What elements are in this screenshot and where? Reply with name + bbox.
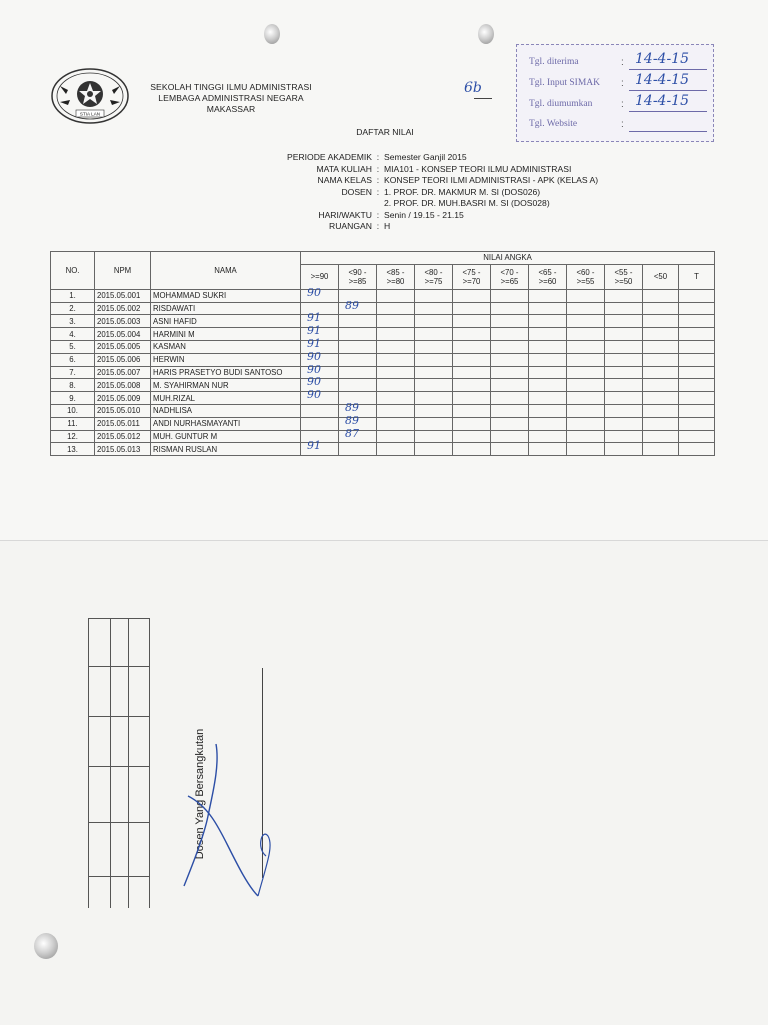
cell-empty	[605, 430, 643, 443]
cell-empty	[643, 392, 679, 405]
grades-table	[50, 251, 715, 456]
document-title: DAFTAR NILAI	[356, 127, 414, 137]
meta-row	[240, 221, 598, 233]
grades-body	[51, 285, 715, 455]
range-header-upper: <65 -	[538, 267, 557, 277]
cell-empty	[679, 366, 715, 379]
cell-nama: MOHAMMAD SUKRI	[151, 289, 301, 302]
cell-empty	[415, 379, 453, 392]
range-header-lower: >=50	[614, 276, 633, 286]
range-header-lower: >=70	[462, 276, 481, 286]
meta-label: RUANGAN	[329, 221, 372, 231]
cell-npm: 2015.05.006	[95, 353, 151, 366]
cell-empty	[567, 417, 605, 430]
handwritten-grade: 89	[345, 298, 359, 312]
cell-empty	[529, 379, 567, 392]
table-row	[51, 289, 715, 302]
cell-no: 13.	[51, 443, 95, 456]
cell-empty	[491, 366, 529, 379]
cell-empty	[567, 353, 605, 366]
meta-value: Semester Ganjil 2015	[384, 152, 467, 162]
table-row	[51, 366, 715, 379]
cell-empty	[453, 366, 491, 379]
cell-empty	[605, 443, 643, 456]
header-nilai-angka: NILAI ANGKA	[301, 252, 715, 265]
meta-value: 2. PROF. DR. MUH.BASRI M. SI (DOS028)	[384, 198, 550, 208]
cell-empty	[339, 443, 377, 456]
handwritten-grade: 90	[307, 388, 321, 402]
logo-text: STIA LAN	[79, 111, 101, 117]
cell-npm: 2015.05.012	[95, 430, 151, 443]
range-header-upper: <85 -	[386, 267, 405, 277]
table-row	[51, 315, 715, 328]
header-no: NO.	[51, 252, 95, 290]
cell-empty	[415, 302, 453, 315]
punch-hole	[478, 24, 494, 44]
meta-row	[240, 164, 598, 176]
meta-label: DOSEN	[341, 186, 372, 197]
stamp-line	[629, 69, 707, 70]
cell-nama: NADHLISA	[151, 404, 301, 417]
table-row	[51, 302, 715, 315]
cell-no: 6.	[51, 353, 95, 366]
cell-empty	[529, 366, 567, 379]
range-header	[453, 264, 491, 289]
table-row	[51, 379, 715, 392]
cell-empty	[643, 302, 679, 315]
institution-logo	[48, 66, 132, 126]
cell-empty	[529, 430, 567, 443]
meta-colon: :	[376, 163, 380, 174]
cell-nama: KASMAN	[151, 340, 301, 353]
cell-no: 11.	[51, 417, 95, 430]
cell-empty	[529, 353, 567, 366]
cell-no: 4.	[51, 328, 95, 341]
cell-empty	[377, 379, 415, 392]
cell-empty	[453, 353, 491, 366]
handwritten-grade: 91	[307, 311, 321, 325]
cell-empty	[529, 302, 567, 315]
cell-empty	[491, 404, 529, 417]
institution-line: SEKOLAH TINGGI ILMU ADMINISTRASI	[150, 82, 312, 92]
meta-colon	[372, 198, 384, 210]
table-row	[51, 392, 715, 405]
cell-empty	[605, 417, 643, 430]
cell-no: 10.	[51, 404, 95, 417]
stamp-label: Tgl. diterima	[529, 57, 579, 67]
cell-empty	[491, 315, 529, 328]
cell-empty	[679, 353, 715, 366]
cell-empty	[567, 366, 605, 379]
cell-nama: HARIS PRASETYO BUDI SANTOSO	[151, 366, 301, 379]
cell-empty	[679, 417, 715, 430]
cell-no: 2.	[51, 302, 95, 315]
meta-colon: :	[376, 186, 380, 197]
cell-grade	[339, 298, 377, 315]
meta-label: HARI/WAKTU	[318, 209, 372, 220]
cell-empty	[529, 340, 567, 353]
table-row	[51, 443, 715, 456]
cell-empty	[453, 392, 491, 405]
cell-empty	[643, 379, 679, 392]
handwritten-grade: 90	[307, 375, 321, 389]
cell-npm: 2015.05.008	[95, 379, 151, 392]
cell-empty	[529, 443, 567, 456]
stamp-label: Tgl. Input SIMAK	[529, 78, 600, 88]
range-header: T	[679, 264, 715, 289]
cell-nama: M. SYAHIRMAN NUR	[151, 379, 301, 392]
cell-empty	[529, 289, 567, 302]
cell-empty	[301, 404, 339, 417]
meta-colon: :	[376, 209, 380, 220]
cell-empty	[491, 443, 529, 456]
cell-npm: 2015.05.004	[95, 328, 151, 341]
cell-no: 7.	[51, 366, 95, 379]
cell-empty	[679, 340, 715, 353]
cell-empty	[529, 417, 567, 430]
cell-empty	[415, 430, 453, 443]
cell-nama: RISMAN RUSLAN	[151, 443, 301, 456]
cell-empty	[453, 315, 491, 328]
cell-empty	[453, 417, 491, 430]
cell-empty	[643, 366, 679, 379]
cell-empty	[339, 379, 377, 392]
cell-grade	[301, 439, 339, 456]
range-header-upper: <80 -	[424, 267, 443, 277]
cell-empty	[377, 328, 415, 341]
range-header	[567, 264, 605, 289]
cell-empty	[679, 392, 715, 405]
range-header-upper: <70 -	[500, 267, 519, 277]
cell-empty	[679, 289, 715, 302]
range-header: <50	[643, 264, 679, 289]
cell-empty	[415, 392, 453, 405]
cell-empty	[415, 289, 453, 302]
cell-nama: RISDAWATI	[151, 302, 301, 315]
cell-empty	[415, 328, 453, 341]
cell-empty	[491, 353, 529, 366]
cell-empty	[679, 379, 715, 392]
cell-empty	[567, 302, 605, 315]
cell-nama: ANDI NURHASMAYANTI	[151, 417, 301, 430]
range-header-lower: >=75	[424, 276, 443, 286]
handwritten-grade: 90	[307, 285, 321, 299]
range-header-upper: <90 -	[348, 267, 367, 277]
range-header-lower: >=55	[576, 276, 595, 286]
cell-empty	[377, 417, 415, 430]
cell-empty	[529, 392, 567, 405]
meta-value: MIA101 - KONSEP TEORI ILMU ADMINISTRASI	[384, 163, 572, 174]
range-header	[491, 264, 529, 289]
cell-empty	[679, 430, 715, 443]
cell-empty	[415, 417, 453, 430]
table-row	[51, 430, 715, 443]
cell-empty	[491, 302, 529, 315]
table-row	[51, 328, 715, 341]
meta-label: PERIODE AKADEMIK	[286, 152, 372, 162]
cell-empty	[679, 302, 715, 315]
cell-npm: 2015.05.007	[95, 366, 151, 379]
cell-empty	[643, 443, 679, 456]
cell-empty	[567, 315, 605, 328]
cell-empty	[339, 353, 377, 366]
cell-empty	[415, 315, 453, 328]
meta-colon: :	[376, 175, 380, 185]
cell-empty	[605, 315, 643, 328]
cell-empty	[377, 404, 415, 417]
range-header	[605, 264, 643, 289]
cell-empty	[567, 379, 605, 392]
cell-empty	[453, 289, 491, 302]
cell-empty	[301, 417, 339, 430]
cell-empty	[679, 443, 715, 456]
cell-nama: ASNI HAFID	[151, 315, 301, 328]
cell-empty	[605, 392, 643, 405]
range-header	[415, 264, 453, 289]
range-header	[377, 264, 415, 289]
cell-empty	[643, 404, 679, 417]
cell-empty	[377, 353, 415, 366]
cell-empty	[415, 443, 453, 456]
cell-npm: 2015.05.009	[95, 392, 151, 405]
cell-empty	[377, 340, 415, 353]
range-header-lower: >=60	[538, 276, 557, 286]
cell-grade	[301, 388, 339, 405]
meta-label: NAMA KELAS	[317, 175, 372, 185]
cell-npm: 2015.05.002	[95, 302, 151, 315]
cell-empty	[643, 430, 679, 443]
punch-hole	[264, 24, 280, 44]
cell-empty	[567, 430, 605, 443]
cell-empty	[567, 289, 605, 302]
cell-empty	[377, 392, 415, 405]
handwritten-grade: 91	[307, 336, 321, 350]
cell-empty	[643, 340, 679, 353]
cell-no: 9.	[51, 392, 95, 405]
meta-colon: :	[376, 221, 380, 231]
cell-empty	[415, 404, 453, 417]
meta-label: MATA KULIAH	[316, 163, 372, 174]
cell-empty	[491, 379, 529, 392]
cell-no: 1.	[51, 289, 95, 302]
cell-empty	[377, 302, 415, 315]
meta-value: KONSEP TEORI ILMI ADMINISTRASI - APK (KELAS A)	[384, 175, 599, 185]
handwritten-initials: 6b	[464, 80, 482, 96]
cell-empty	[415, 353, 453, 366]
handwritten-signature	[178, 736, 288, 906]
stamp-line	[629, 131, 707, 132]
range-header-lower: >=65	[500, 276, 519, 286]
table-row	[51, 353, 715, 366]
cell-empty	[491, 340, 529, 353]
cell-empty	[339, 340, 377, 353]
cell-empty	[491, 328, 529, 341]
cell-no: 12.	[51, 430, 95, 443]
initials-underline	[474, 98, 492, 99]
handwritten-grade: 89	[345, 400, 359, 414]
range-header-lower: >=85	[348, 276, 367, 286]
meta-row	[240, 198, 598, 210]
cell-empty	[453, 328, 491, 341]
blank-table-fragment	[88, 618, 150, 908]
cell-nama: HERWIN	[151, 353, 301, 366]
cell-empty	[567, 340, 605, 353]
cell-empty	[605, 353, 643, 366]
cell-npm: 2015.05.001	[95, 289, 151, 302]
cell-empty	[605, 366, 643, 379]
cell-empty	[643, 289, 679, 302]
stamp-handwritten-date: 14-4-15	[635, 93, 689, 109]
cell-empty	[679, 328, 715, 341]
meta-row	[240, 152, 598, 164]
cell-empty	[377, 443, 415, 456]
stamp-colon: :	[621, 78, 624, 89]
cell-empty	[567, 392, 605, 405]
cell-empty	[605, 404, 643, 417]
cell-empty	[605, 328, 643, 341]
cell-empty	[453, 404, 491, 417]
header-nama: NAMA	[151, 252, 301, 290]
course-details	[240, 152, 598, 233]
cell-npm: 2015.05.005	[95, 340, 151, 353]
cell-npm: 2015.05.011	[95, 417, 151, 430]
cell-empty	[529, 315, 567, 328]
meta-value: Senin / 19.15 - 21.15	[384, 209, 464, 220]
handwritten-grade: 90	[307, 349, 321, 363]
range-header: >=90	[301, 264, 339, 289]
cell-empty	[415, 366, 453, 379]
cell-no: 5.	[51, 340, 95, 353]
header-npm: NPM	[95, 252, 151, 290]
receipt-stamp	[516, 44, 714, 142]
handwritten-grade: 91	[307, 439, 321, 453]
cell-empty	[453, 443, 491, 456]
cell-empty	[529, 328, 567, 341]
stamp-colon: :	[621, 119, 624, 130]
cell-grade	[339, 426, 377, 443]
cell-empty	[339, 328, 377, 341]
cell-nama: MUH.RIZAL	[151, 392, 301, 405]
table-row	[51, 417, 715, 430]
meta-label	[240, 198, 372, 210]
cell-empty	[605, 302, 643, 315]
cell-no: 3.	[51, 315, 95, 328]
meta-row	[240, 175, 598, 187]
meta-value: H	[384, 221, 391, 231]
stamp-handwritten-date: 14-4-15	[635, 51, 689, 67]
table-row	[51, 340, 715, 353]
table-row	[51, 404, 715, 417]
cell-empty	[491, 430, 529, 443]
stamp-line	[629, 111, 707, 112]
cell-empty	[643, 417, 679, 430]
cell-empty	[567, 443, 605, 456]
range-header	[339, 264, 377, 289]
cell-empty	[643, 353, 679, 366]
stamp-label: Tgl. diumumkan	[529, 99, 593, 109]
institution-name	[146, 82, 316, 115]
cell-empty	[491, 417, 529, 430]
meta-colon: :	[376, 152, 380, 162]
cell-empty	[377, 366, 415, 379]
stamp-colon: :	[621, 57, 624, 68]
range-header-lower: >=80	[386, 276, 405, 286]
cell-empty	[643, 328, 679, 341]
meta-row	[240, 210, 598, 222]
cell-empty	[491, 392, 529, 405]
cell-empty	[567, 328, 605, 341]
cell-nama: HARMINI M	[151, 328, 301, 341]
cell-empty	[339, 315, 377, 328]
cell-empty	[491, 289, 529, 302]
cell-empty	[605, 379, 643, 392]
cell-empty	[643, 315, 679, 328]
range-header	[529, 264, 567, 289]
institution-line: LEMBAGA ADMINISTRASI NEGARA	[158, 93, 304, 103]
stamp-line	[629, 90, 707, 91]
cell-empty	[605, 340, 643, 353]
handwritten-grade: 87	[345, 426, 359, 440]
institution-line: MAKASSAR	[206, 104, 256, 114]
cell-empty	[377, 430, 415, 443]
cell-empty	[377, 315, 415, 328]
cell-empty	[453, 379, 491, 392]
signature-label: Dosen Yang Bersangkutan	[194, 728, 206, 860]
cell-empty	[339, 366, 377, 379]
stamp-handwritten-date: 14-4-15	[635, 72, 689, 88]
handwritten-grade: 91	[307, 324, 321, 338]
cell-empty	[679, 404, 715, 417]
cell-npm: 2015.05.003	[95, 315, 151, 328]
cell-nama: MUH. GUNTUR M	[151, 430, 301, 443]
meta-value: 1. PROF. DR. MAKMUR M. SI (DOS026)	[384, 186, 541, 197]
cell-empty	[453, 340, 491, 353]
handwritten-grade: 89	[345, 413, 359, 427]
cell-empty	[453, 302, 491, 315]
cell-empty	[415, 340, 453, 353]
cell-empty	[679, 315, 715, 328]
cell-grade	[301, 285, 339, 302]
cell-empty	[605, 289, 643, 302]
range-header-upper: <75 -	[462, 267, 481, 277]
cell-empty	[453, 430, 491, 443]
cell-no: 8.	[51, 379, 95, 392]
range-header-upper: <55 -	[614, 267, 633, 277]
cell-empty	[377, 289, 415, 302]
cell-empty	[567, 404, 605, 417]
cell-npm: 2015.05.013	[95, 443, 151, 456]
stamp-label: Tgl. Website	[529, 119, 578, 129]
cell-npm: 2015.05.010	[95, 404, 151, 417]
punch-hole	[34, 933, 58, 959]
range-header-upper: <60 -	[576, 267, 595, 277]
cell-empty	[529, 404, 567, 417]
handwritten-grade: 90	[307, 362, 321, 376]
stamp-colon: :	[621, 99, 624, 110]
meta-row	[240, 187, 598, 199]
